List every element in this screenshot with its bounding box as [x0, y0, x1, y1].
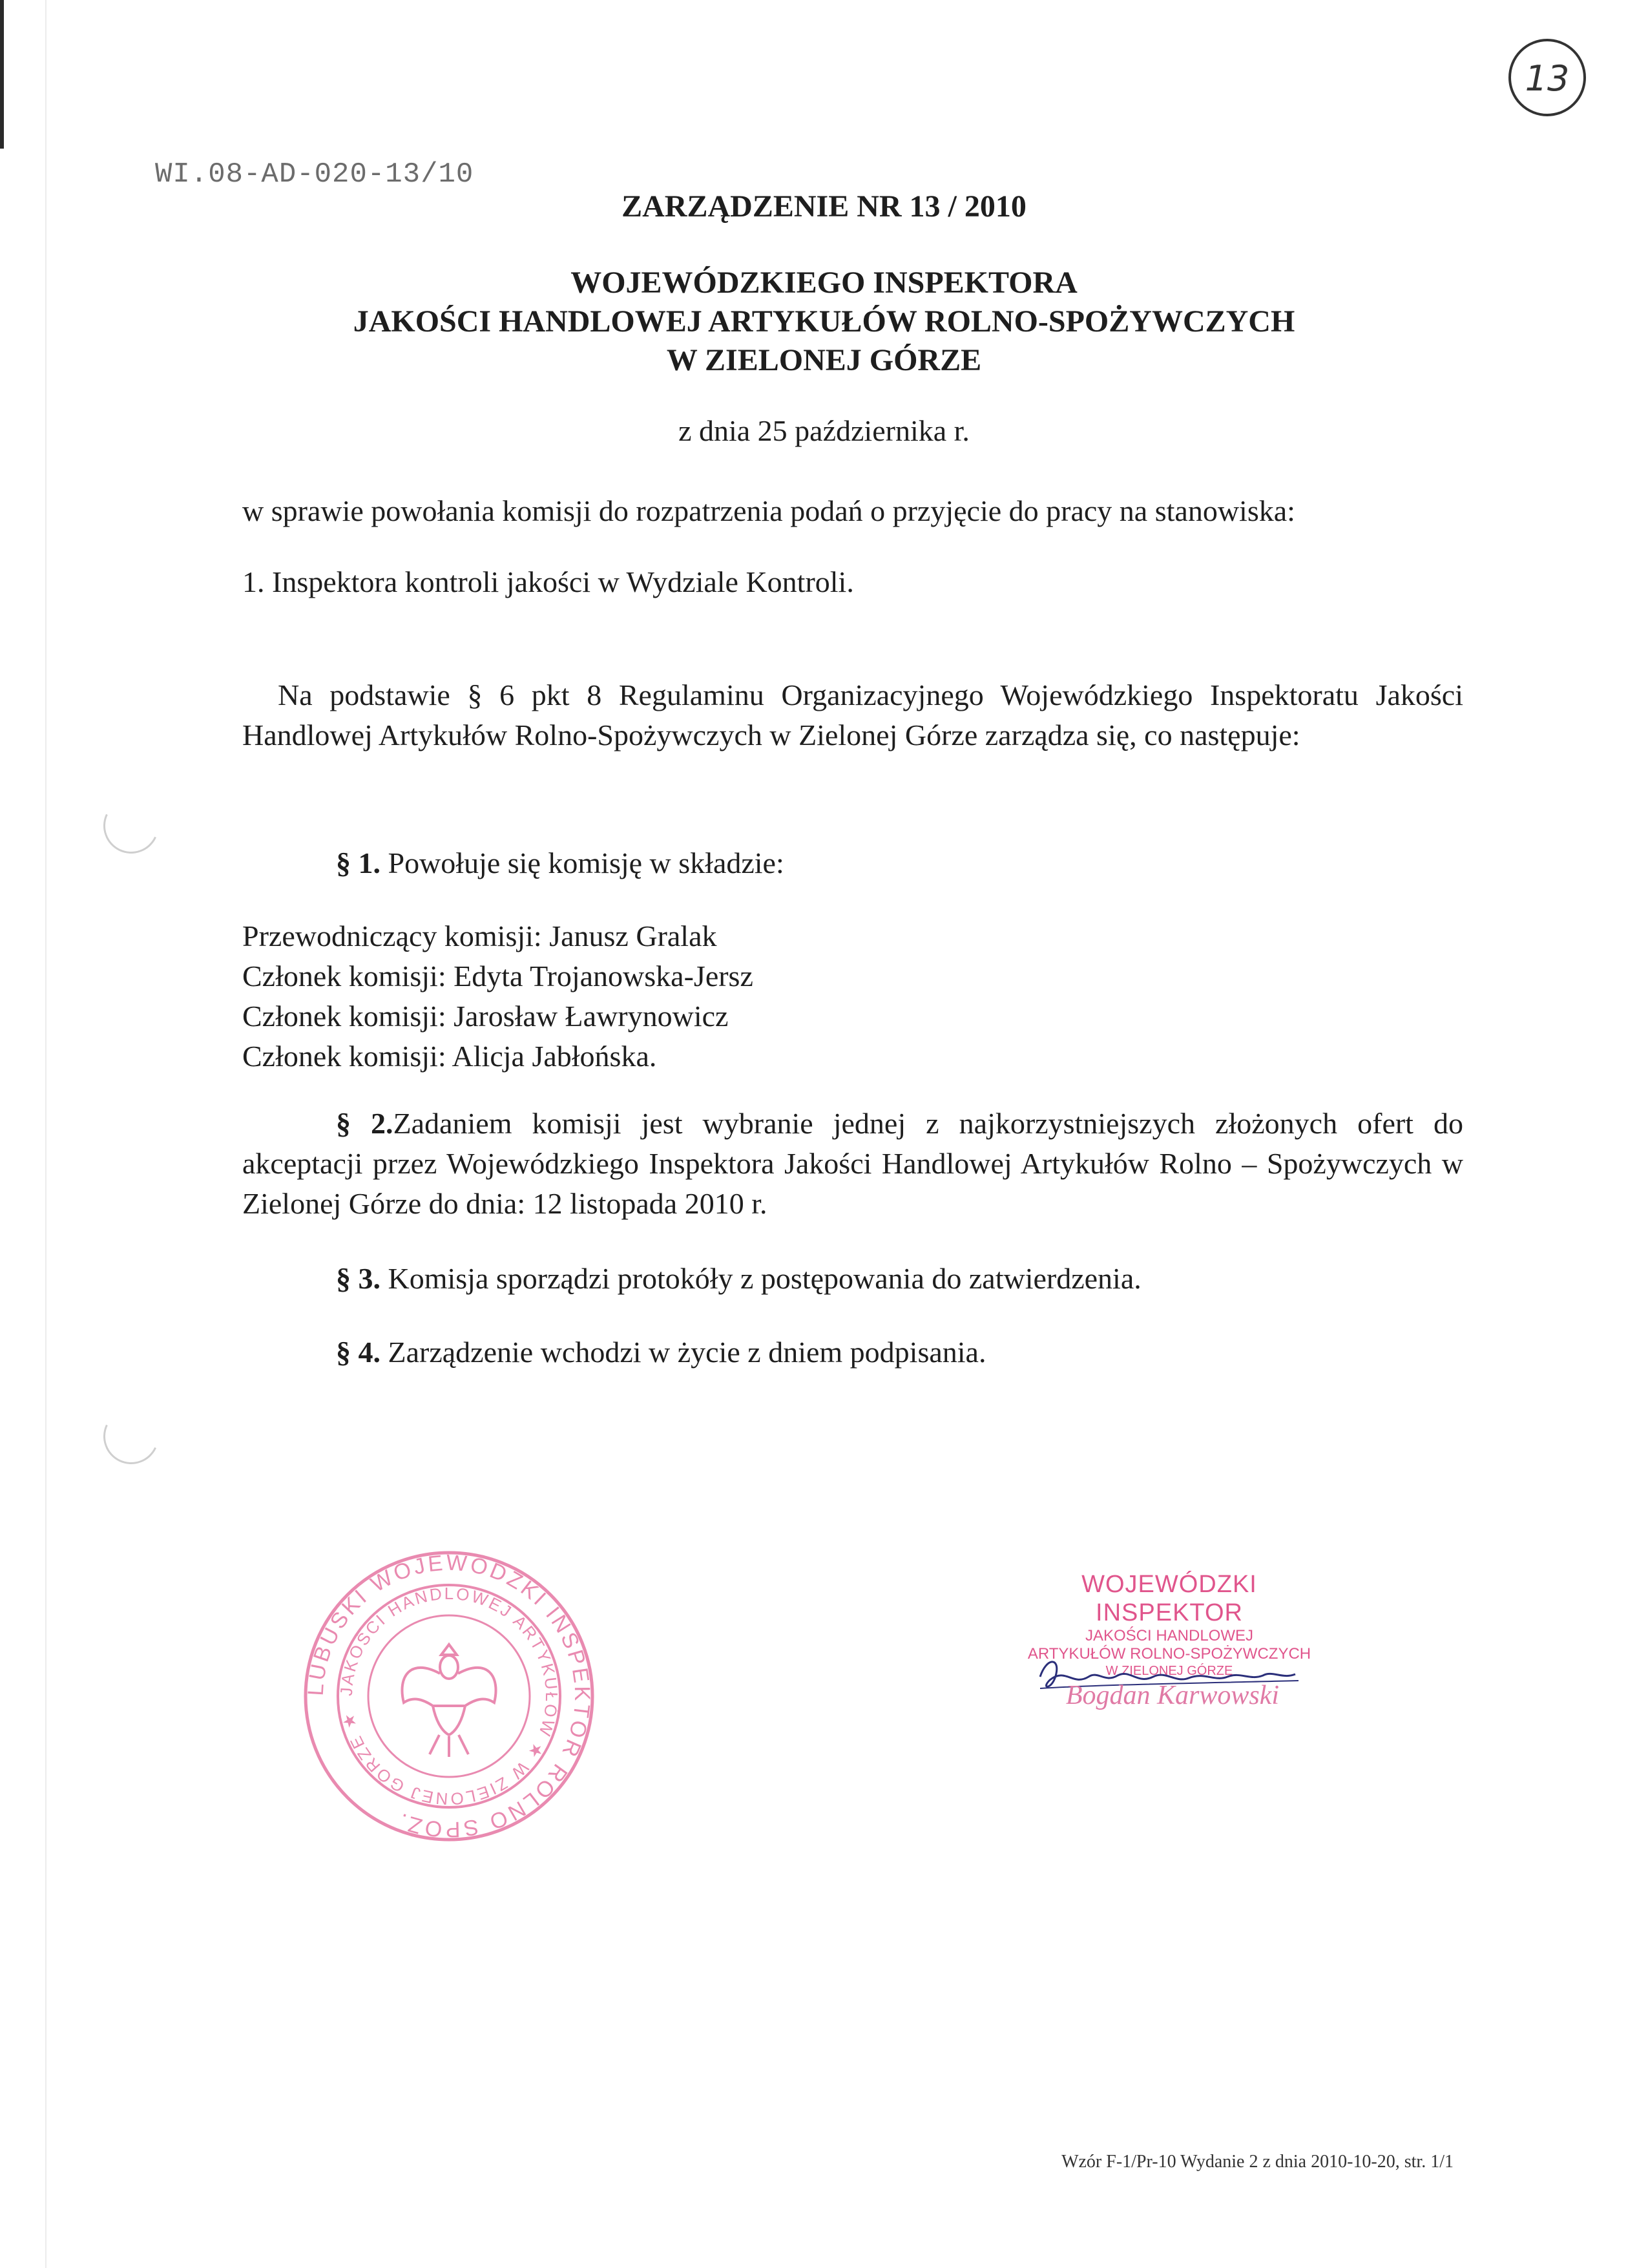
- section-1: [336, 843, 1434, 883]
- punch-hole-top: [96, 790, 167, 861]
- section-4: [336, 1332, 1434, 1372]
- document-title: ZARZĄDZENIE NR 13 / 2010: [621, 189, 1027, 224]
- member-chair: Przewodniczący komisji: Janusz Gralak: [242, 919, 717, 952]
- scan-edge-line: [45, 0, 47, 2268]
- legal-basis-paragraph: Na podstawie § 6 pkt 8 Regulaminu Organizacyjnego Wojewódzkiego Inspektoratu Jakości Handlowej Artykułów Rolno-Spożywczych w Zielonej Górze zarządza się, co następuje:: [242, 678, 1463, 751]
- section-3-text: Komisja sporządzi protokóły z postępowania do zatwierdzenia.: [381, 1262, 1142, 1295]
- section-1-text: Powołuje się komisję w składzie:: [381, 846, 784, 879]
- document-date: z dnia 25 października r.: [678, 414, 970, 447]
- signature-stamp-line-1: WOJEWÓDZKI INSPEKTOR: [1081, 1571, 1257, 1626]
- section-3-mark: § 3.: [336, 1262, 381, 1295]
- page-number-circle: [1505, 36, 1589, 120]
- section-4-mark: § 4.: [336, 1336, 381, 1369]
- form-footer: Wzór F-1/Pr-10 Wydanie 2 z dnia 2010-10-20, str. 1/1: [1061, 2152, 1454, 2172]
- signature-stamp-line-2: JAKOŚCI HANDLOWEJ: [1085, 1627, 1254, 1644]
- punch-hole-bottom: [96, 1401, 167, 1472]
- section-2: [242, 1104, 1463, 1224]
- section-2-mark: § 2.: [336, 1107, 393, 1140]
- subject-item-1: 1. Inspektora kontroli jakości w Wydziale Kontroli.: [242, 565, 854, 598]
- scan-edge-mark: [0, 0, 4, 149]
- signatory-name: Bogdan Karwowski: [1065, 1681, 1280, 1710]
- member-4: Członek komisji: Alicja Jabłońska.: [242, 1040, 657, 1073]
- section-3: [336, 1259, 1434, 1299]
- issuer-line-3: W ZIELONEJ GÓRZE: [666, 343, 982, 377]
- issuer-line-1: WOJEWÓDZKIEGO INSPEKTORA: [570, 266, 1078, 300]
- member-2: Członek komisji: Edyta Trojanowska-Jersz: [242, 960, 753, 992]
- issuer-line-2: JAKOŚCI HANDLOWEJ ARTYKUŁÓW ROLNO-SPOŻYWCZYCH: [353, 304, 1295, 339]
- section-4-text: Zarządzenie wchodzi w życie z dniem podpisania.: [381, 1336, 986, 1369]
- signature-stamp-line-3: ARTYKUŁÓW ROLNO-SPOŻYWCZYCH: [1027, 1645, 1311, 1663]
- stamp-outer-text: LUBUSKI WOJEWÓDZKI INSPEKTOR ROLNO SPOŻ.: [303, 1550, 595, 1842]
- subject-line: w sprawie powołania komisji do rozpatrzenia podań o przyjęcie do pracy na stanowiska:: [242, 494, 1295, 527]
- official-round-stamp: [300, 1548, 598, 1845]
- section-1-mark: § 1.: [336, 846, 381, 879]
- page-number-text: 13: [1525, 58, 1570, 99]
- signature-stamp-line-4: W ZIELONEJ GÓRZE: [1105, 1664, 1233, 1678]
- stamp-inner-text: JAKOŚCI HANDLOWEJ ARTYKUŁÓW ★ W ZIELONEJ GÓRZE ★: [336, 1583, 562, 1809]
- member-3: Członek komisji: Jarosław Ławrynowicz: [242, 1000, 729, 1033]
- section-2-text: Zadaniem komisji jest wybranie jednej z najkorzystniejszych złożonych ofert do akceptacji przez Wojewódzkiego Inspektora Jakości Handlowej Artykułów Rolno – Spożywczych w Zielonej Górze do dnia: 12 listopada 2010 r.: [242, 1107, 1464, 1220]
- eagle-emblem-icon: [402, 1644, 495, 1757]
- reference-number: WI.08-AD-020-13/10: [155, 158, 474, 191]
